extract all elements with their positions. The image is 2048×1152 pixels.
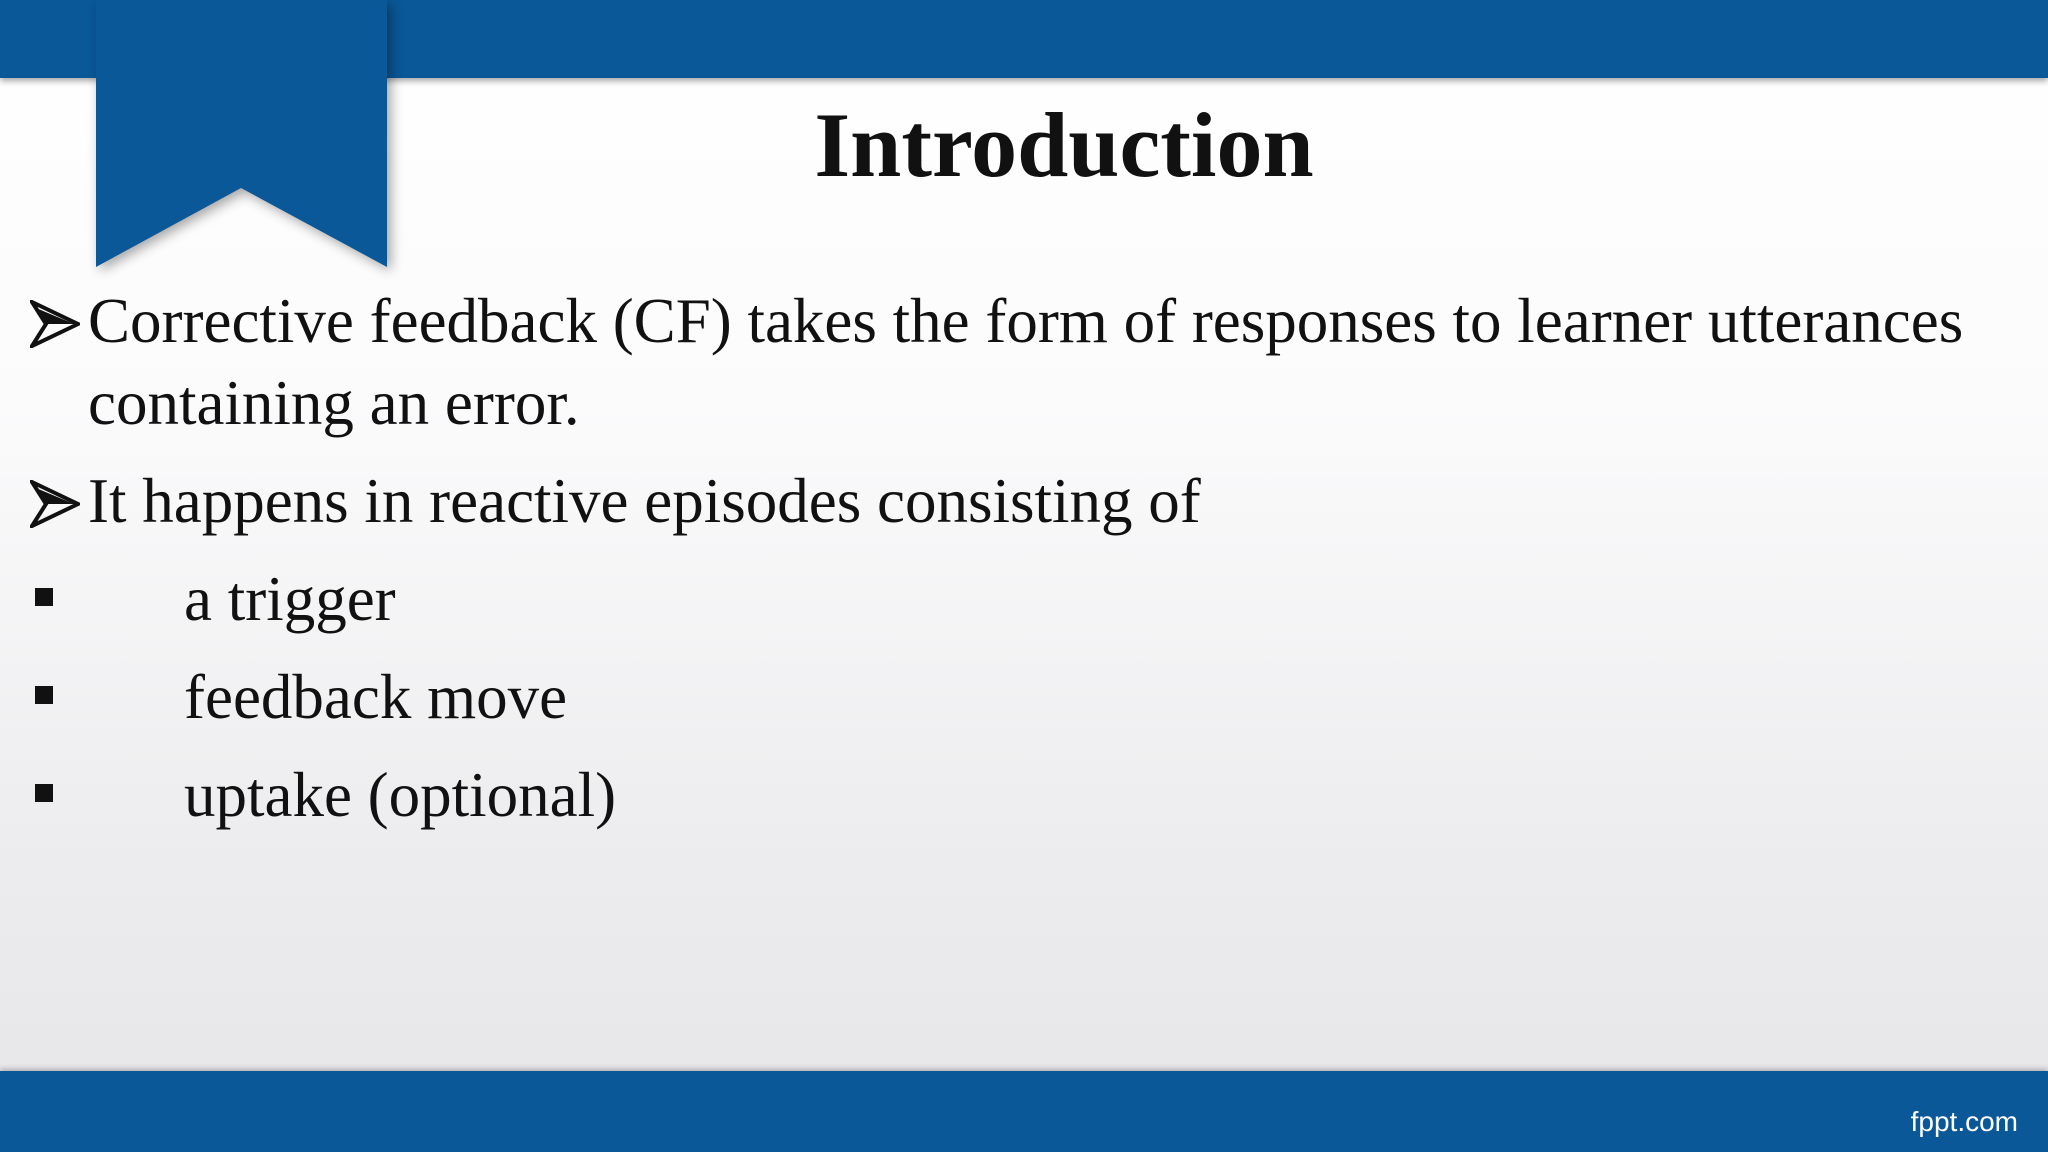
sub-bullet-item [30,656,2020,754]
sub-bullet-text: feedback move [184,662,568,732]
arrowhead-bullet-icon [30,300,80,348]
square-bullet-icon [35,686,53,704]
slide-title: Introduction [814,94,1314,196]
bullet-item [30,280,2020,444]
square-bullet-icon [35,784,53,802]
bullet-item [30,460,2020,542]
bullet-text: Corrective feedback (CF) takes the form of responses to learner utterances containing an error. [88,286,1964,438]
bookmark-ribbon [96,0,387,267]
arrowhead-bullet-icon [30,480,80,528]
sub-bullet-text: uptake (optional) [184,760,617,830]
slide-body [30,280,2020,852]
sub-bullet-text: a trigger [184,564,396,634]
bullet-text: It happens in reactive episodes consisting of [88,466,1201,536]
sub-bullet-item [30,754,2020,852]
square-bullet-icon [35,588,53,606]
brand-watermark: fppt.com [1910,1106,2018,1137]
sub-bullet-item [30,558,2020,656]
bottom-banner-bar [0,1071,2048,1152]
